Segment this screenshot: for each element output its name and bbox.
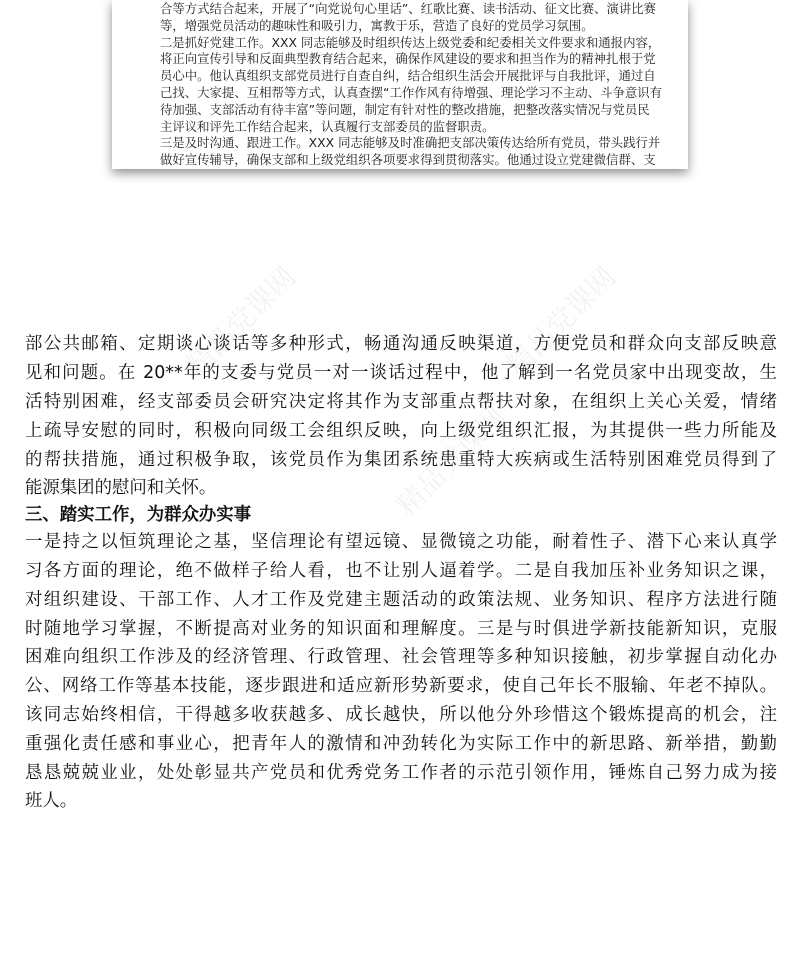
body-line: 一是持之以恒筑理论之基，坚信理论有望远镜、显微镜之功能，耐着性子、潜下心来认真学 [25,532,777,552]
preview-line: 三是及时沟通、跟进工作。XXX 同志能够及时准确把支部决策传达给所有党员，带头践行并 [160,135,661,150]
preview-line: 等，增强党员活动的趣味性和吸引力，寓教于乐，营造了良好的党员学习氛围。 [160,18,594,33]
body-line: 恳恳兢兢业业，处处彰显共产党员和优秀党务工作者的示范引领作用，锤炼自己努力成为接 [25,763,777,783]
watermark: 精品党课网 [389,399,513,523]
watermark: 精品党课网 [499,259,623,383]
body-line: 困难向组织工作涉及的经济管理、行政管理、社会管理等多种知识接触，初步掌握自动化办 [25,647,777,667]
body-line: 公、网络工作等基本技能，逐步跟进和适应新形势新要求，使自己年长不服输、年老不掉队。 [25,676,777,696]
watermark: 精品党课网 [179,259,303,383]
preview-line: 主评议和评先工作结合起来，认真履行支部委员的监督职责。 [160,119,495,134]
body-line: 该同志始终相信，干得越多收获越多、成长越快，所以他分外珍惜这个锻炼提高的机会，注 [25,705,777,725]
body-line: 部公共邮箱、定期谈心谈话等多种形式，畅通沟通反映渠道，方便党员和群众向支部反映意 [25,334,777,354]
body-line: 习各方面的理论，绝不做样子给人看，也不让别人逼着学。二是自我加压补业务知识之课， [25,561,777,581]
body-line: 见和问题。在 20**年的支委与党员一对一谈话过程中，他了解到一名党员家中出现变故，生 [25,363,777,383]
section-heading: 三、踏实工作，为群众办实事 [25,505,252,525]
preview-line: 员心中。他认真组织支部党员进行自查自纠，结合组织生活会开展批评与自我批评，通过自 [160,68,656,83]
body-line: 上疏导安慰的同时，积极向同级工会组织反映，向上级党组织汇报，为其提供一些力所能及 [25,421,777,441]
document-preview-card [112,0,688,169]
body-line: 班人。 [25,791,78,811]
preview-line: 将正向宣传引导和反面典型教育结合起来，确保作风建设的要求和担当作为的精神扎根于党 [160,51,656,66]
preview-line: 做好宣传辅导，确保支部和上级党组织各项要求得到贯彻落实。他通过设立党建微信群、支 [160,152,656,167]
preview-line: 己找、大家提、互相帮等方式，认真查摆“工作作风有待增强、理论学习不主动、斗争意识有 [160,85,663,100]
preview-line: 二是抓好党建工作。XXX 同志能够及时组织传达上级党委和纪委相关文件要求和通报内容， [160,35,661,50]
body-line: 重强化责任感和事业心，把青年人的激情和冲劲转化为实际工作中的新思路、新举措，勤勤 [25,734,777,754]
preview-line: 合等方式结合起来，开展了“向党说句心里话”、红歌比赛、读书活动、征文比赛、演讲比赛 [160,1,657,16]
body-line: 对组织建设、干部工作、人才工作及党建主题活动的政策法规、业务知识、程序方法进行随 [25,590,777,610]
body-line: 的帮扶措施，通过积极争取，该党员作为集团系统患重特大疾病或生活特别困难党员得到了 [25,450,777,470]
body-line: 时随地学习掌握，不断提高对业务的知识面和理解度。三是与时俱进学新技能新知识，克服 [25,619,777,639]
body-line: 能源集团的慰问和关怀。 [25,478,217,498]
preview-line: 待加强、支部活动有待丰富”等问题，制定有针对性的整改措施，把整改落实情况与党员民 [160,102,650,117]
body-line: 活特别困难，经支部委员会研究决定将其作为支部重点帮扶对象，在组织上关心关爱，情绪 [25,392,777,412]
